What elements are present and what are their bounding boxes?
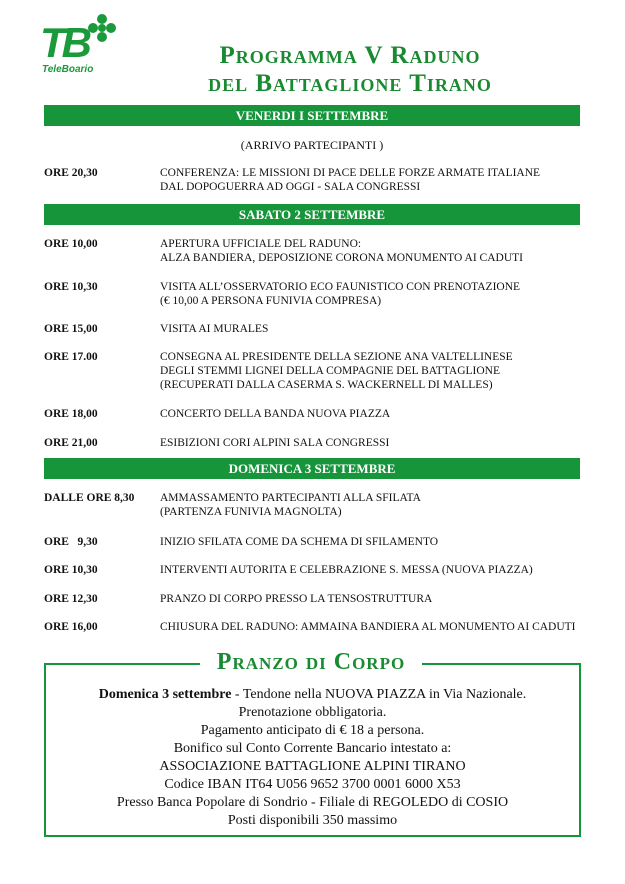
event-description: [160, 407, 585, 421]
event-description: [160, 237, 585, 265]
event-line: (€ 10,00 A PERSONA FUNIVIA COMPRESA): [160, 295, 382, 307]
event-description: [160, 436, 585, 450]
event-line: VISITA AI MURALES: [160, 323, 269, 335]
pranzo-line: Codice IBAN IT64 U056 9652 3700 0001 6000 X53: [164, 777, 461, 792]
event-line: VISITA ALL’OSSERVATORIO ECO FAUNISTICO CON PRENOTAZIONE: [160, 281, 521, 293]
day-note: (ARRIVO PARTECIPANTI ): [240, 138, 384, 152]
page-title-line1: Programma V Raduno: [219, 42, 481, 69]
event-line: ESIBIZIONI CORI ALPINI SALA CONGRESSI: [160, 437, 390, 449]
event-time: ORE 10,30: [44, 564, 98, 576]
logo-name: TeleBoario: [42, 64, 94, 75]
pranzo-location: - Tendone nella NUOVA PIAZZA in Via Nazionale.: [231, 687, 527, 702]
event-line: (PARTENZA FUNIVIA MAGNOLTA): [160, 506, 342, 518]
event-time: DALLE ORE 8,30: [44, 492, 135, 504]
event-description: [160, 620, 585, 634]
event-time: ORE 9,30: [44, 536, 98, 548]
page-title-line2: del Battaglione Tirano: [208, 70, 492, 97]
event-line: PRANZO DI CORPO PRESSO LA TENSOSTRUTTURA: [160, 593, 433, 605]
pranzo-date: Domenica 3 settembre: [98, 687, 232, 702]
event-line: APERTURA UFFICIALE DEL RADUNO:: [160, 238, 362, 250]
clover-cross-icon: [88, 14, 116, 42]
event-time: ORE 17.00: [44, 351, 98, 363]
event-description: [160, 491, 585, 519]
event-time: ORE 18,00: [44, 408, 98, 420]
event-line: CONCERTO DELLA BANDA NUOVA PIAZZA: [160, 408, 391, 420]
event-description: [160, 166, 585, 194]
event-line: ALZA BANDIERA, DEPOSIZIONE CORONA MONUMENTO AI CADUTI: [160, 252, 523, 264]
event-time: ORE 16,00: [44, 621, 98, 633]
event-line: AMMASSAMENTO PARTECIPANTI ALLA SFILATA: [160, 492, 421, 504]
day-header-friday: VENERDI I SETTEMBRE: [44, 105, 580, 126]
event-description: [160, 592, 585, 606]
pranzo-line: Pagamento anticipato di € 18 a persona.: [200, 723, 425, 738]
event-time: ORE 10,30: [44, 281, 98, 293]
event-description: [160, 535, 585, 549]
event-line: DEGLI STEMMI LIGNEI DELLA COMPAGNIE DEL BATTAGLIONE: [160, 365, 500, 377]
event-time: ORE 20,30: [44, 167, 98, 179]
pranzo-title: Pranzo di Corpo: [200, 647, 422, 677]
teleboario-logo: [40, 14, 120, 84]
event-time: ORE 10,00: [44, 238, 98, 250]
event-line: INTERVENTI AUTORITA E CELEBRAZIONE S. MESSA (NUOVA PIAZZA): [160, 564, 533, 576]
event-time: ORE 21,00: [44, 437, 98, 449]
event-description: [160, 280, 585, 308]
event-description: [160, 563, 585, 577]
pranzo-line: Presso Banca Popolare di Sondrio - Filiale di REGOLEDO di COSIO: [116, 795, 509, 810]
event-line: CHIUSURA DEL RADUNO: AMMAINA BANDIERA AL MONUMENTO AI CADUTI: [160, 621, 576, 633]
logo-mark: TB: [40, 19, 88, 66]
event-line: DAL DOPOGUERRA AD OGGI - SALA CONGRESSI: [160, 181, 421, 193]
day-header-sunday: DOMENICA 3 SETTEMBRE: [44, 458, 580, 479]
event-description: [160, 322, 585, 336]
pranzo-line: ASSOCIAZIONE BATTAGLIONE ALPINI TIRANO: [159, 759, 466, 774]
pranzo-line: Posti disponibili 350 massimo: [227, 813, 398, 828]
pranzo-line: Bonifico sul Conto Corrente Bancario intestato a:: [173, 741, 452, 756]
event-line: CONFERENZA: LE MISSIONI DI PACE DELLE FORZE ARMATE ITALIANE: [160, 167, 541, 179]
event-line: CONSEGNA AL PRESIDENTE DELLA SEZIONE ANA VALTELLINESE: [160, 351, 513, 363]
event-line: INIZIO SFILATA COME DA SCHEMA DI SFILAMENTO: [160, 536, 439, 548]
event-line: (RECUPERATI DALLA CASERMA S. WACKERNELL DI MALLES): [160, 379, 493, 391]
event-time: ORE 15,00: [44, 323, 98, 335]
day-header-saturday: SABATO 2 SETTEMBRE: [44, 204, 580, 225]
event-time: ORE 12,30: [44, 593, 98, 605]
pranzo-line: [44, 686, 581, 704]
pranzo-line: Prenotazione obbligatoria.: [238, 705, 387, 720]
event-description: [160, 350, 585, 392]
